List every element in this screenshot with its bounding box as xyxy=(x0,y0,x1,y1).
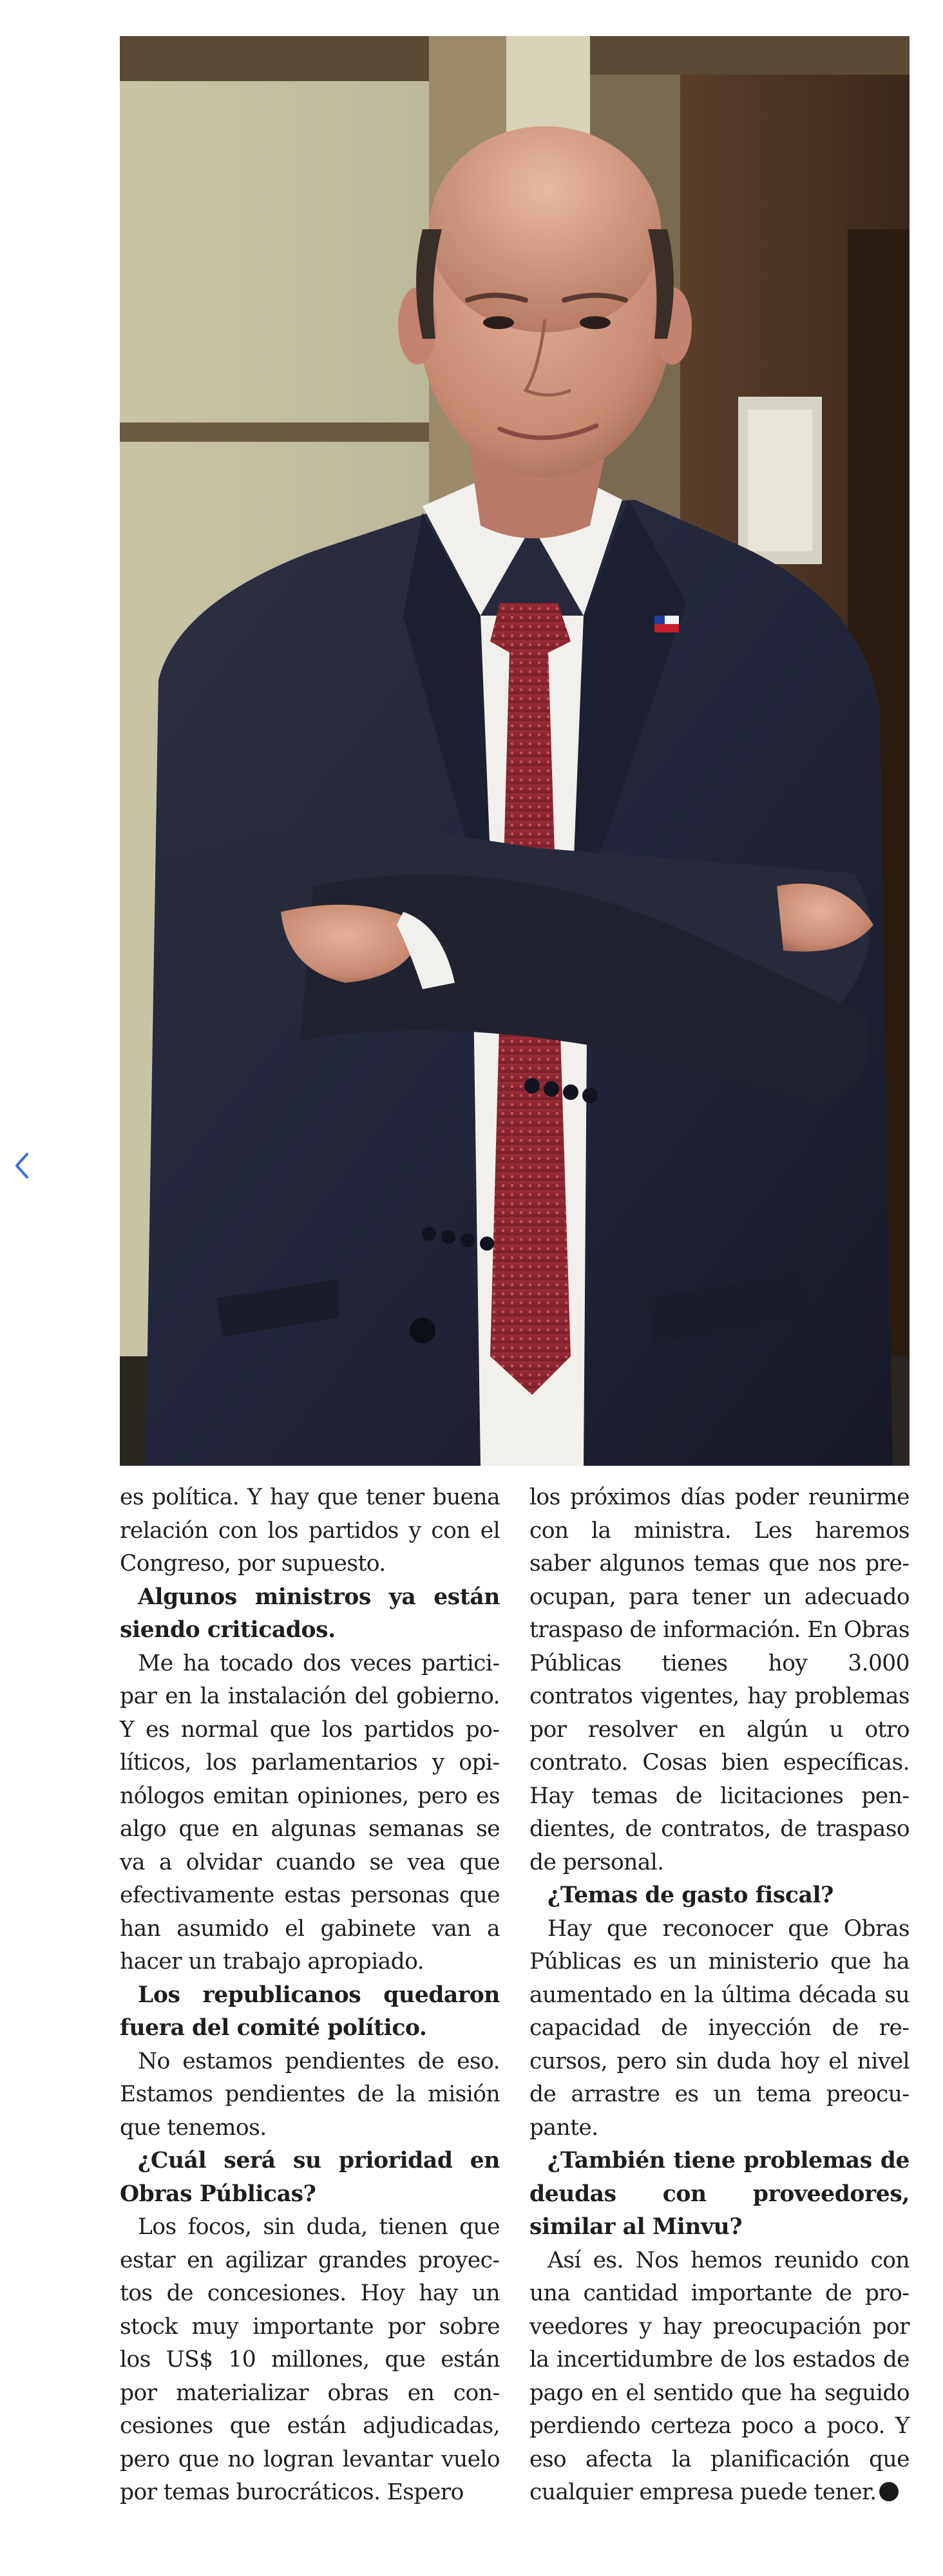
article-column-right xyxy=(529,1481,910,2570)
interview-question: ¿Cuál será su prioridad en Obras Públicas? xyxy=(120,2148,500,2207)
interview-question: ¿Temas de gasto fiscal? xyxy=(548,1882,833,1908)
interview-question: Los republicanos quedaron fuera del comité político. xyxy=(120,1982,500,2041)
interview-question: ¿También tiene problemas de deudas con proveedores, similar al Minvu? xyxy=(529,2148,910,2240)
interview-answer: No estamos pendientes de eso. Estamos pendientes de la misión que tenemos. xyxy=(120,2048,500,2141)
back-arrow-button[interactable] xyxy=(9,1146,35,1185)
interview-answer: Los focos, sin duda, tienen que estar en agilizar grandes proyectos de concesiones. Hoy hay un stock muy importante por sobre los US$ 10 millones, que están por materializar obras en concesiones que están adjudicadas, pero que no logran levantar vuelo por temas burocráticos. Espero xyxy=(120,2214,500,2505)
end-of-article-dot-icon xyxy=(879,2482,899,2501)
interview-answer xyxy=(529,2244,910,2510)
portrait-illustration xyxy=(120,36,910,1466)
article-column-left xyxy=(120,1481,500,2570)
paragraph: es política. Y hay que tener buena relación con los partidos y con el Congreso, por supuesto. xyxy=(120,1484,500,1577)
final-answer-text: Así es. Nos hemos reunido con una cantidad importante de proveedores y hay preocupación por la incertidumbre de los estados de pago en el sentido que ha seguido perdiendo certeza poco a poco. Y eso afecta la planificación que cualquier empresa puede tener. xyxy=(529,2247,910,2505)
interview-answer: Hay que reconocer que Obras Públicas es un ministerio que ha aumentado en la última década su capacidad de inyección de recursos, pero sin duda hoy el nivel de arrastre es un tema preocupante. xyxy=(529,1915,910,2141)
chevron-left-icon xyxy=(9,1146,35,1185)
interview-answer: Me ha tocado dos veces participar en la instalación del gobierno. Y es normal que los partidos políticos, los parlamentarios y opinólogos emitan opiniones, pero es algo que en algunas semanas se va a olvidar cuando se vea que efectivamente estas personas que han asumido el gabinete van a hacer un trabajo apropiado. xyxy=(120,1650,500,1975)
paragraph: los próximos días poder reunirme con la ministra. Les haremos saber algunos temas que nos preocupan, para tener un adecuado traspaso de información. En Obras Públicas tienes hoy 3.000 contratos vigentes, hay problemas por resolver en algún u otro contrato. Cosas bien específicas. Hay temas de licitaciones pendientes, de contratos, de traspaso de personal. xyxy=(529,1484,910,1875)
interview-question: Algunos ministros ya están siendo criticados. xyxy=(120,1584,500,1643)
portrait-photo xyxy=(120,36,910,1466)
